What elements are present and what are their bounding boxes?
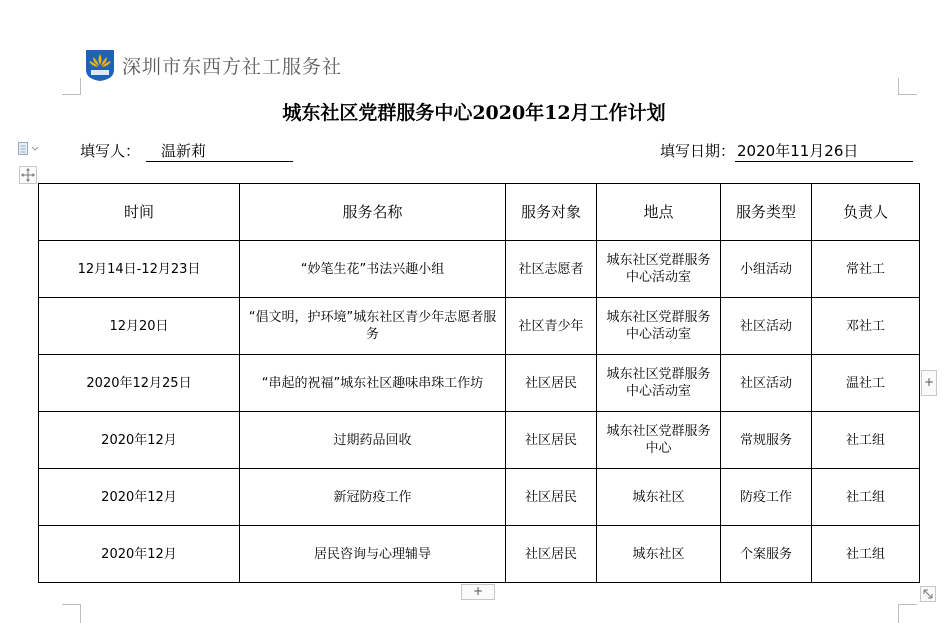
paragraph-layout-icon[interactable]	[18, 142, 40, 156]
cell-service-name[interactable]: 居民咨询与心理辅导	[240, 526, 506, 583]
cell-time[interactable]: 12月20日	[39, 298, 240, 355]
table-row	[39, 298, 920, 355]
cell-time[interactable]: 2020年12月	[39, 469, 240, 526]
cell-time[interactable]: 2020年12月	[39, 412, 240, 469]
crop-mark-top-right	[898, 78, 917, 95]
fill-date-label: 填写日期：	[660, 142, 736, 160]
cell-service-type[interactable]: 社区活动	[721, 298, 812, 355]
cell-service-type[interactable]: 社区活动	[721, 355, 812, 412]
cell-target[interactable]: 社区居民	[506, 355, 597, 412]
table-row	[39, 241, 920, 298]
column-header-service-name[interactable]: 服务名称	[240, 184, 506, 241]
cell-owner[interactable]: 常社工	[812, 241, 920, 298]
cell-location[interactable]: 城东社区党群服务中心活动室	[597, 241, 721, 298]
column-header-time[interactable]: 时间	[39, 184, 240, 241]
cell-time[interactable]: 2020年12月25日	[39, 355, 240, 412]
cell-service-name[interactable]: 新冠防疫工作	[240, 469, 506, 526]
cell-target[interactable]: 社区居民	[506, 469, 597, 526]
cell-owner[interactable]: 温社工	[812, 355, 920, 412]
fill-date-line	[660, 140, 913, 162]
cell-service-name[interactable]: 过期药品回收	[240, 412, 506, 469]
column-header-owner[interactable]: 负责人	[812, 184, 920, 241]
cell-time[interactable]: 2020年12月	[39, 526, 240, 583]
lotus-logo-icon	[84, 48, 116, 82]
column-header-target[interactable]: 服务对象	[506, 184, 597, 241]
crop-mark-bottom-right	[898, 604, 917, 623]
cell-target[interactable]: 社区居民	[506, 412, 597, 469]
filler-value[interactable]: 温新莉	[146, 140, 293, 162]
fill-date-value[interactable]: 2020年11月26日	[735, 140, 913, 162]
cell-service-type[interactable]: 个案服务	[721, 526, 812, 583]
cell-service-type[interactable]: 常规服务	[721, 412, 812, 469]
cell-owner[interactable]: 社工组	[812, 412, 920, 469]
column-header-service-type[interactable]: 服务类型	[721, 184, 812, 241]
table-header-row	[39, 184, 920, 241]
cell-service-type[interactable]: 小组活动	[721, 241, 812, 298]
table-row	[39, 412, 920, 469]
cell-owner[interactable]: 社工组	[812, 526, 920, 583]
filler-line	[80, 140, 293, 162]
crop-mark-bottom-left	[62, 604, 81, 623]
column-header-location[interactable]: 地点	[597, 184, 721, 241]
work-plan-table	[38, 183, 920, 583]
cell-location[interactable]: 城东社区党群服务中心活动室	[597, 298, 721, 355]
cell-service-name[interactable]: “倡文明，护环境”城东社区青少年志愿者服务	[240, 298, 506, 355]
cell-location[interactable]: 城东社区党群服务中心活动室	[597, 355, 721, 412]
cell-service-name[interactable]: “串起的祝福”城东社区趣味串珠工作坊	[240, 355, 506, 412]
filler-label: 填写人：	[80, 142, 141, 160]
cell-target[interactable]: 社区青少年	[506, 298, 597, 355]
add-column-button[interactable]: +	[921, 370, 937, 396]
table-row	[39, 469, 920, 526]
crop-mark-top-left	[62, 78, 81, 95]
table-resize-handle-icon[interactable]	[920, 586, 936, 602]
document-header	[84, 46, 342, 84]
add-row-button[interactable]: +	[461, 584, 495, 600]
org-name: 深圳市东西方社工服务社	[122, 55, 343, 78]
table-row	[39, 526, 920, 583]
cell-service-name[interactable]: “妙笔生花”书法兴趣小组	[240, 241, 506, 298]
cell-location[interactable]: 城东社区党群服务中心	[597, 412, 721, 469]
table-row	[39, 355, 920, 412]
cell-service-type[interactable]: 防疫工作	[721, 469, 812, 526]
cell-owner[interactable]: 邓社工	[812, 298, 920, 355]
table-move-handle-icon[interactable]	[19, 166, 37, 184]
cell-target[interactable]: 社区志愿者	[506, 241, 597, 298]
cell-target[interactable]: 社区居民	[506, 526, 597, 583]
cell-owner[interactable]: 社工组	[812, 469, 920, 526]
cell-location[interactable]: 城东社区	[597, 469, 721, 526]
cell-time[interactable]: 12月14日-12月23日	[39, 241, 240, 298]
cell-location[interactable]: 城东社区	[597, 526, 721, 583]
document-title: 城东社区党群服务中心2020年12月工作计划	[282, 102, 666, 124]
